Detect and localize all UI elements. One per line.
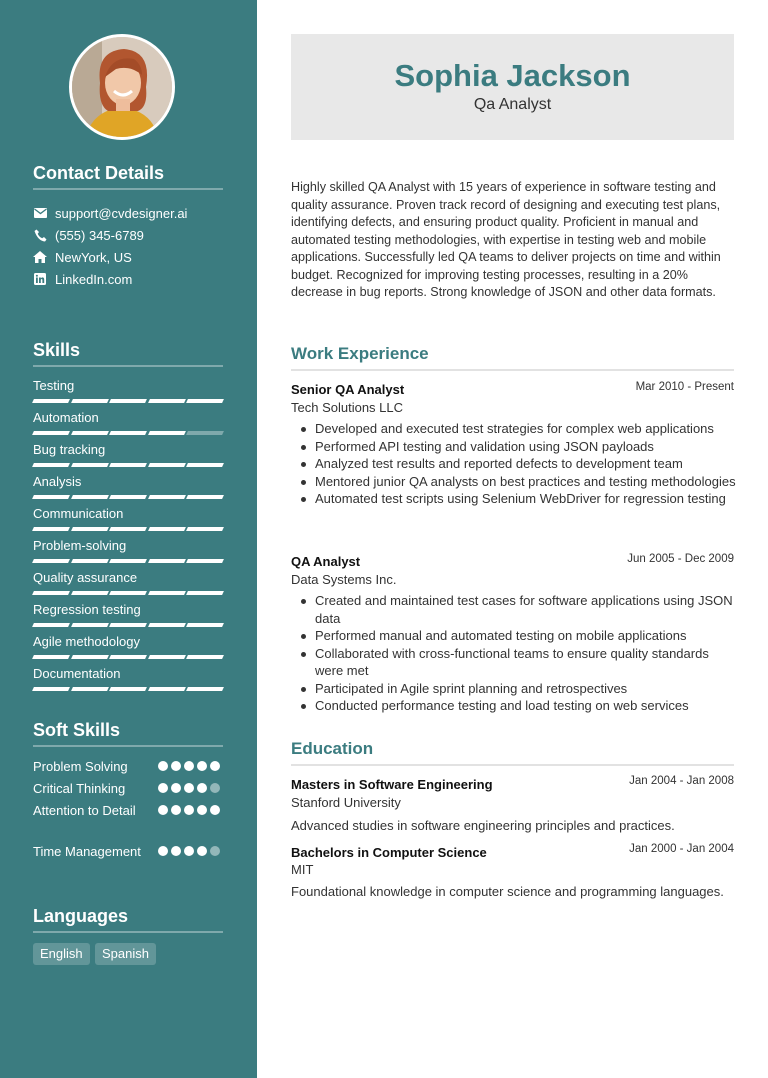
- languages-heading: Languages: [33, 906, 129, 926]
- contact-divider: [33, 188, 223, 190]
- skill-level-segment: [186, 431, 223, 435]
- skill-name: Bug tracking: [33, 442, 106, 457]
- skill-level-segment: [148, 559, 185, 563]
- rating-dot: [158, 846, 168, 856]
- skill-level-segment: [32, 591, 69, 595]
- contact-phone[interactable]: [33, 226, 144, 244]
- skill-level-segment: [32, 687, 69, 691]
- skill-level-bar: [33, 591, 223, 596]
- skill-level-segment: [148, 431, 185, 435]
- candidate-title: Qa Analyst: [473, 96, 552, 113]
- skill-level-segment: [109, 431, 146, 435]
- skill-level-bar: [33, 687, 223, 692]
- skill-level-segment: [71, 431, 108, 435]
- job-company: Data Systems Inc.: [291, 572, 397, 587]
- work-experience-divider: [291, 369, 734, 371]
- skill-level-segment: [148, 495, 185, 499]
- rating-dot: [210, 846, 220, 856]
- contact-linkedin-text: LinkedIn.com: [55, 271, 133, 287]
- soft-skills-divider: [33, 745, 223, 747]
- job-date: Jun 2005 - Dec 2009: [627, 553, 734, 565]
- skill-name: Analysis: [33, 474, 82, 489]
- skill-level-bar: [33, 655, 223, 660]
- rating-dot: [171, 846, 181, 856]
- skill-level-segment: [71, 655, 108, 659]
- skill-level-segment: [71, 623, 108, 627]
- profile-summary: Highly skilled QA Analyst with 15 years of experience in software testing and quality assurance. Proven track record of designing and executing test plans, identifying defects, and ensuring product quality. Proficient in manual and automated testing methodologies, with expertise in testing web and mobile applications. Successfully led QA teams to deliver projects on time and within budget. Recognized for improving testing processes, resulting in a 20% decrease in bug reports. Strong knowledge of JSON and other data formats.: [291, 180, 721, 299]
- skill-level-segment: [32, 399, 69, 403]
- rating-dot: [158, 761, 168, 771]
- skill-level-segment: [148, 591, 185, 595]
- skill-level-segment: [32, 623, 69, 627]
- skill-level-segment: [186, 463, 223, 467]
- list-item: Mentored junior QA analysts on best practices and testing methodologies: [291, 473, 736, 491]
- rating-dot: [197, 783, 207, 793]
- candidate-name: Sophia Jackson: [394, 58, 631, 93]
- list-item: Performed API testing and validation using JSON payloads: [291, 438, 736, 456]
- skill-level-segment: [32, 559, 69, 563]
- contact-heading: Contact Details: [33, 163, 165, 183]
- skill-level-segment: [32, 495, 69, 499]
- skill-level-segment: [148, 463, 185, 467]
- skill-level-segment: [148, 655, 185, 659]
- job-bullets: [291, 592, 736, 715]
- job-title: Senior QA Analyst: [291, 382, 405, 397]
- skill-name: Agile methodology: [33, 634, 140, 649]
- skill-level-segment: [32, 431, 69, 435]
- skill-level-segment: [148, 687, 185, 691]
- degree-title: Masters in Software Engineering: [291, 777, 493, 792]
- skill-level-segment: [148, 623, 185, 627]
- skill-level-segment: [109, 495, 146, 499]
- soft-skill-rating: [158, 846, 220, 856]
- work-experience-heading: Work Experience: [291, 344, 429, 363]
- rating-dot: [171, 761, 181, 771]
- contact-linkedin[interactable]: [33, 270, 132, 288]
- soft-skills-heading: Soft Skills: [33, 720, 121, 740]
- list-item: Created and maintained test cases for software applications using JSON data: [291, 592, 736, 627]
- rating-dot: [210, 805, 220, 815]
- soft-skill-rating: [158, 805, 220, 815]
- degree-date: Jan 2000 - Jan 2004: [629, 843, 734, 855]
- skill-level-segment: [109, 623, 146, 627]
- skill-level-segment: [109, 559, 146, 563]
- rating-dot: [197, 805, 207, 815]
- skill-level-bar: [33, 623, 223, 628]
- rating-dot: [158, 783, 168, 793]
- rating-dot: [197, 761, 207, 771]
- rating-dot: [158, 805, 168, 815]
- skills-divider: [33, 365, 223, 367]
- contact-location-text: NewYork, US: [55, 249, 132, 265]
- skill-level-segment: [186, 687, 223, 691]
- skill-level-bar: [33, 399, 223, 404]
- name-header: [291, 34, 734, 140]
- main-content: [257, 0, 768, 1078]
- rating-dot: [171, 783, 181, 793]
- skill-level-segment: [148, 527, 185, 531]
- skill-name: Communication: [33, 506, 124, 521]
- job-company: Tech Solutions LLC: [291, 400, 404, 415]
- skill-level-segment: [186, 527, 223, 531]
- skills-heading: Skills: [33, 340, 81, 360]
- contact-location: [33, 248, 132, 266]
- skill-level-segment: [32, 527, 69, 531]
- school-name: Stanford University: [291, 795, 401, 810]
- envelope-icon: [33, 206, 47, 220]
- languages-divider: [33, 931, 223, 933]
- skill-name: Regression testing: [33, 602, 141, 617]
- sidebar: [0, 0, 257, 1078]
- skill-level-segment: [71, 527, 108, 531]
- list-item: Analyzed test results and reported defects to development team: [291, 455, 736, 473]
- rating-dot: [210, 761, 220, 771]
- soft-skill-rating: [158, 761, 220, 771]
- skill-name: Quality assurance: [33, 570, 138, 585]
- skill-level-segment: [109, 655, 146, 659]
- rating-dot: [184, 783, 194, 793]
- soft-skill-name: Problem Solving: [33, 759, 128, 774]
- skill-level-segment: [109, 527, 146, 531]
- skill-level-segment: [186, 495, 223, 499]
- soft-skill-name: Time Management: [33, 844, 141, 859]
- rating-dot: [184, 761, 194, 771]
- degree-date: Jan 2004 - Jan 2008: [629, 775, 734, 787]
- list-item: Participated in Agile sprint planning and retrospectives: [291, 680, 736, 698]
- skill-level-segment: [71, 495, 108, 499]
- skill-level-segment: [109, 463, 146, 467]
- skill-level-segment: [186, 559, 223, 563]
- skill-level-segment: [186, 623, 223, 627]
- skill-level-segment: [71, 463, 108, 467]
- skill-level-segment: [186, 399, 223, 403]
- degree-description: Foundational knowledge in computer science and programming languages.: [291, 884, 724, 899]
- rating-dot: [184, 846, 194, 856]
- soft-skill-name: Attention to Detail: [33, 803, 136, 818]
- job-title: QA Analyst: [291, 554, 361, 569]
- soft-skill-rating: [158, 783, 220, 793]
- rating-dot: [197, 846, 207, 856]
- skill-name: Documentation: [33, 666, 121, 681]
- school-name: MIT: [291, 862, 314, 877]
- skill-level-bar: [33, 527, 223, 532]
- language-tag: Spanish: [95, 943, 156, 965]
- contact-email[interactable]: [33, 204, 187, 222]
- skill-level-segment: [186, 591, 223, 595]
- list-item: Developed and executed test strategies for complex web applications: [291, 420, 736, 438]
- education-heading: Education: [291, 739, 374, 758]
- skill-name: Testing: [33, 378, 75, 393]
- avatar-icon: [72, 37, 172, 137]
- list-item: Performed manual and automated testing on mobile applications: [291, 627, 736, 645]
- skill-level-segment: [71, 687, 108, 691]
- skill-name: Problem-solving: [33, 538, 127, 553]
- list-item: Conducted performance testing and load testing on web services: [291, 697, 736, 715]
- skill-level-bar: [33, 559, 223, 564]
- soft-skill-name: Critical Thinking: [33, 781, 126, 796]
- skill-level-bar: [33, 495, 223, 500]
- skill-level-segment: [109, 687, 146, 691]
- skill-level-bar: [33, 431, 223, 436]
- degree-title: Bachelors in Computer Science: [291, 845, 487, 860]
- rating-dot: [210, 783, 220, 793]
- skill-level-segment: [32, 655, 69, 659]
- list-item: Collaborated with cross-functional teams to ensure quality standards were met: [291, 645, 736, 680]
- rating-dot: [184, 805, 194, 815]
- profile-photo: [69, 34, 175, 140]
- skill-level-segment: [109, 591, 146, 595]
- degree-description: Advanced studies in software engineering principles and practices.: [291, 818, 675, 833]
- skill-level-bar: [33, 463, 223, 468]
- skill-level-segment: [186, 655, 223, 659]
- list-item: Automated test scripts using Selenium WebDriver for regression testing: [291, 490, 736, 508]
- rating-dot: [171, 805, 181, 815]
- contact-phone-text: (555) 345-6789: [55, 227, 144, 243]
- linkedin-icon: [33, 272, 47, 286]
- job-date: Mar 2010 - Present: [635, 381, 734, 393]
- skill-name: Automation: [33, 410, 99, 425]
- home-icon: [33, 250, 47, 264]
- skill-level-segment: [32, 463, 69, 467]
- phone-icon: [33, 228, 47, 242]
- skill-level-segment: [71, 399, 108, 403]
- skill-level-segment: [71, 559, 108, 563]
- education-divider: [291, 764, 734, 766]
- skill-level-segment: [71, 591, 108, 595]
- contact-email-text: support@cvdesigner.ai: [55, 205, 188, 221]
- skill-level-segment: [109, 399, 146, 403]
- language-tag: English: [33, 943, 90, 965]
- job-bullets: [291, 420, 736, 508]
- skill-level-segment: [148, 399, 185, 403]
